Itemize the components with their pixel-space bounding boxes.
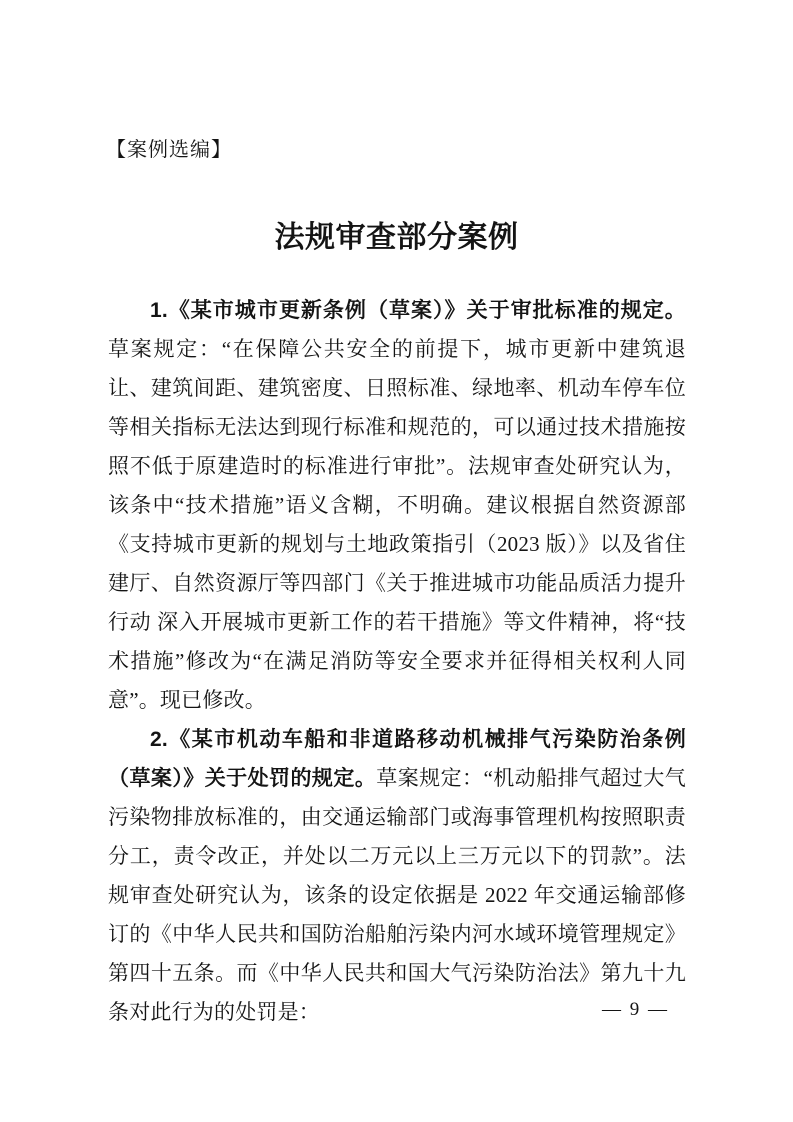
document-title: 法规审查部分案例 [274,221,519,254]
paragraph-lead-text: 2.《某市机动车船和非道路移动机械排气污染防治条例（草案）》关于处罚的规定。 [108,728,686,790]
section-tag: 【案例选编】 [106,139,232,161]
paragraph-body-text: 草案规定：“在保障公共安全的前提下，城市更新中建筑退让、建筑间距、建筑密度、日照标准、绿地率、机动车停车位等相关指标无法达到现行标准和规范的，可以通过技术措施按照不低于原建造时的标准进行审批”。法规审查处研究认为，该条中“技术措施”语义含糊，不明确。建议根据自然资源部《支持城市更新的规划与土地政策指引（2023 版）》以及省住建厅、自然资源厅等四部门《关于推进城市功能品质活力提升行动 深入开展城市更新工作的若干措施》等文件精神，将“技术措施”修改为“在满足消防等安全要求并征得相关权利人同意”。现已修改。 [108,337,686,712]
paragraph-body-text: 草案规定：“机动船排气超过大气污染物排放标准的，由交通运输部门或海事管理机构按照职责分工，责令改正，并处以二万元以上三万元以下的罚款”。法规审查处研究认为，该条的设定依据是 2022 年交通运输部修订的《中华人民共和国防治船舶污染内河水域环境管理规定》第四十五条。而《中华人民共和国大气污染防治法》第九十九条对此行为的处罚是： [108,766,686,1024]
paragraph-lead-text: 1.《某市城市更新条例（草案）》关于审批标准的规定。 [150,299,686,322]
document-body [108,291,686,1032]
paragraph [108,291,686,720]
paragraph [108,720,686,1032]
page-number: — 9 — [602,999,669,1020]
